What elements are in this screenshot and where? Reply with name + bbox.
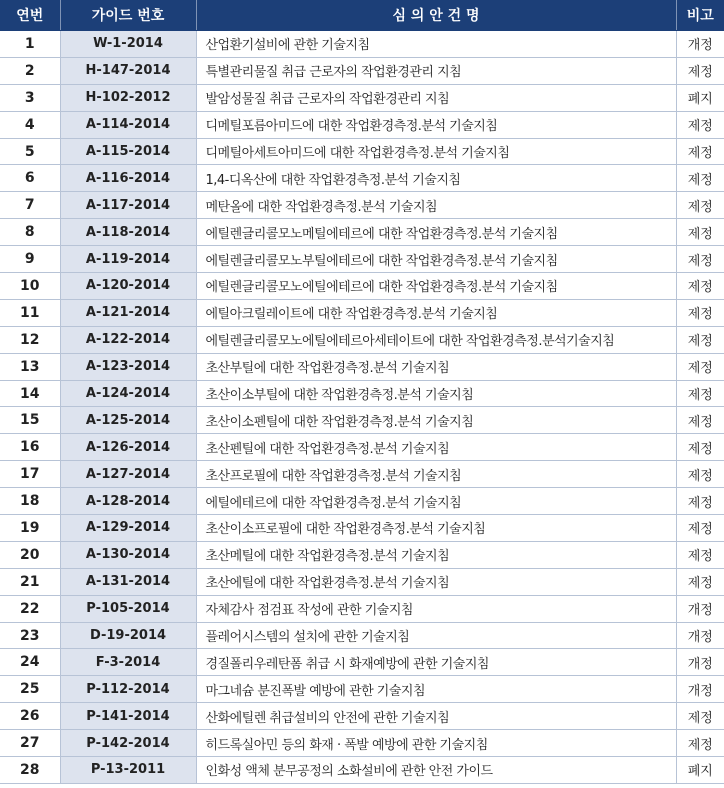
table-row bbox=[0, 568, 724, 595]
guide-title: 에틸에테르에 대한 작업환경측정.분석 기술지침 bbox=[196, 488, 676, 515]
table-row bbox=[0, 326, 724, 353]
note-status: 제정 bbox=[676, 165, 724, 192]
row-number: 11 bbox=[0, 299, 60, 326]
table-row bbox=[0, 595, 724, 622]
guide-number: A-118-2014 bbox=[60, 219, 196, 246]
guide-title: 디메틸포름아미드에 대한 작업환경측정.분석 기술지침 bbox=[196, 111, 676, 138]
note-status: 제정 bbox=[676, 515, 724, 542]
table-row bbox=[0, 353, 724, 380]
table-row bbox=[0, 541, 724, 568]
table-row bbox=[0, 676, 724, 703]
guide-number: A-125-2014 bbox=[60, 407, 196, 434]
row-number: 24 bbox=[0, 649, 60, 676]
note-status: 개정 bbox=[676, 649, 724, 676]
row-number: 6 bbox=[0, 165, 60, 192]
note-status: 제정 bbox=[676, 461, 724, 488]
guide-number: A-116-2014 bbox=[60, 165, 196, 192]
table-body bbox=[0, 31, 724, 784]
row-number: 2 bbox=[0, 57, 60, 84]
guide-number: A-115-2014 bbox=[60, 138, 196, 165]
guide-number: P-105-2014 bbox=[60, 595, 196, 622]
row-number: 20 bbox=[0, 541, 60, 568]
guide-number: W-1-2014 bbox=[60, 31, 196, 58]
row-number: 21 bbox=[0, 568, 60, 595]
guide-number: D-19-2014 bbox=[60, 622, 196, 649]
note-status: 제정 bbox=[676, 246, 724, 273]
table-row bbox=[0, 649, 724, 676]
header-row bbox=[0, 0, 724, 31]
row-number: 10 bbox=[0, 273, 60, 300]
table-row bbox=[0, 515, 724, 542]
note-status: 개정 bbox=[676, 622, 724, 649]
note-status: 제정 bbox=[676, 703, 724, 730]
table-row bbox=[0, 219, 724, 246]
row-number: 3 bbox=[0, 84, 60, 111]
guide-number: A-121-2014 bbox=[60, 299, 196, 326]
guide-number: A-131-2014 bbox=[60, 568, 196, 595]
table-row bbox=[0, 84, 724, 111]
table-row bbox=[0, 192, 724, 219]
note-status: 제정 bbox=[676, 57, 724, 84]
header-no: 연번 bbox=[0, 0, 60, 31]
guide-title: 에틸렌글리콜모노부틸에테르에 대한 작업환경측정.분석 기술지침 bbox=[196, 246, 676, 273]
note-status: 제정 bbox=[676, 568, 724, 595]
note-status: 개정 bbox=[676, 676, 724, 703]
guide-title: 에틸렌글리콜모노메틸에테르에 대한 작업환경측정.분석 기술지침 bbox=[196, 219, 676, 246]
row-number: 4 bbox=[0, 111, 60, 138]
guide-number: P-13-2011 bbox=[60, 757, 196, 784]
guide-title: 경질폴리우레탄폼 취급 시 화재예방에 관한 기술지침 bbox=[196, 649, 676, 676]
note-status: 제정 bbox=[676, 192, 724, 219]
row-number: 22 bbox=[0, 595, 60, 622]
table-header bbox=[0, 0, 724, 31]
guide-number: H-147-2014 bbox=[60, 57, 196, 84]
note-status: 제정 bbox=[676, 407, 724, 434]
note-status: 개정 bbox=[676, 595, 724, 622]
guide-number: P-141-2014 bbox=[60, 703, 196, 730]
note-status: 제정 bbox=[676, 488, 724, 515]
guide-number: P-142-2014 bbox=[60, 730, 196, 757]
table-row bbox=[0, 434, 724, 461]
row-number: 26 bbox=[0, 703, 60, 730]
row-number: 13 bbox=[0, 353, 60, 380]
table-row bbox=[0, 111, 724, 138]
row-number: 8 bbox=[0, 219, 60, 246]
note-status: 폐지 bbox=[676, 757, 724, 784]
guide-number: A-127-2014 bbox=[60, 461, 196, 488]
guide-title: 특별관리물질 취급 근로자의 작업환경관리 지침 bbox=[196, 57, 676, 84]
guide-number: A-117-2014 bbox=[60, 192, 196, 219]
table-row bbox=[0, 273, 724, 300]
guide-title: 산업환기설비에 관한 기술지침 bbox=[196, 31, 676, 58]
guide-number: A-126-2014 bbox=[60, 434, 196, 461]
guide-title: 초산이소펜틸에 대한 작업환경측정.분석 기술지침 bbox=[196, 407, 676, 434]
guide-number: H-102-2012 bbox=[60, 84, 196, 111]
guide-title: 초산이소부틸에 대한 작업환경측정.분석 기술지침 bbox=[196, 380, 676, 407]
note-status: 제정 bbox=[676, 299, 724, 326]
note-status: 제정 bbox=[676, 353, 724, 380]
guide-title: 발암성물질 취급 근로자의 작업환경관리 지침 bbox=[196, 84, 676, 111]
guide-title: 1,4-디옥산에 대한 작업환경측정.분석 기술지침 bbox=[196, 165, 676, 192]
guide-number: A-130-2014 bbox=[60, 541, 196, 568]
row-number: 25 bbox=[0, 676, 60, 703]
table-row bbox=[0, 246, 724, 273]
guide-title: 초산프로필에 대한 작업환경측정.분석 기술지침 bbox=[196, 461, 676, 488]
guide-title: 초산메틸에 대한 작업환경측정.분석 기술지침 bbox=[196, 541, 676, 568]
guide-number: A-129-2014 bbox=[60, 515, 196, 542]
table-row bbox=[0, 703, 724, 730]
note-status: 제정 bbox=[676, 273, 724, 300]
header-title: 심 의 안 건 명 bbox=[196, 0, 676, 31]
note-status: 제정 bbox=[676, 219, 724, 246]
table-row bbox=[0, 299, 724, 326]
guide-title: 마그네슘 분진폭발 예방에 관한 기술지침 bbox=[196, 676, 676, 703]
row-number: 14 bbox=[0, 380, 60, 407]
note-status: 개정 bbox=[676, 31, 724, 58]
table-row bbox=[0, 407, 724, 434]
guide-title: 인화성 액체 분무공정의 소화설비에 관한 안전 가이드 bbox=[196, 757, 676, 784]
row-number: 28 bbox=[0, 757, 60, 784]
guide-number: A-119-2014 bbox=[60, 246, 196, 273]
guide-title: 에틸아크릴레이트에 대한 작업환경측정.분석 기술지침 bbox=[196, 299, 676, 326]
row-number: 1 bbox=[0, 31, 60, 58]
header-code: 가이드 번호 bbox=[60, 0, 196, 31]
note-status: 제정 bbox=[676, 326, 724, 353]
table-row bbox=[0, 380, 724, 407]
row-number: 12 bbox=[0, 326, 60, 353]
table-row bbox=[0, 730, 724, 757]
guide-number: A-124-2014 bbox=[60, 380, 196, 407]
guide-title: 초산펜틸에 대한 작업환경측정.분석 기술지침 bbox=[196, 434, 676, 461]
table-row bbox=[0, 757, 724, 784]
guide-number: A-123-2014 bbox=[60, 353, 196, 380]
guide-title: 에틸렌글리콜모노에틸에테르아세테이트에 대한 작업환경측정.분석기술지침 bbox=[196, 326, 676, 353]
guide-title: 디메틸아세트아미드에 대한 작업환경측정.분석 기술지침 bbox=[196, 138, 676, 165]
guide-number: F-3-2014 bbox=[60, 649, 196, 676]
row-number: 18 bbox=[0, 488, 60, 515]
row-number: 7 bbox=[0, 192, 60, 219]
row-number: 9 bbox=[0, 246, 60, 273]
guide-number: A-128-2014 bbox=[60, 488, 196, 515]
table-row bbox=[0, 165, 724, 192]
note-status: 제정 bbox=[676, 138, 724, 165]
guide-number: A-114-2014 bbox=[60, 111, 196, 138]
note-status: 폐지 bbox=[676, 84, 724, 111]
row-number: 16 bbox=[0, 434, 60, 461]
note-status: 제정 bbox=[676, 380, 724, 407]
row-number: 19 bbox=[0, 515, 60, 542]
table-row bbox=[0, 488, 724, 515]
row-number: 5 bbox=[0, 138, 60, 165]
row-number: 27 bbox=[0, 730, 60, 757]
guide-title: 메탄올에 대한 작업환경측정.분석 기술지침 bbox=[196, 192, 676, 219]
row-number: 17 bbox=[0, 461, 60, 488]
guide-title: 플레어시스템의 설치에 관한 기술지침 bbox=[196, 622, 676, 649]
note-status: 제정 bbox=[676, 730, 724, 757]
guide-title: 자체감사 점검표 작성에 관한 기술지침 bbox=[196, 595, 676, 622]
guide-title: 에틸렌글리콜모노에틸에테르에 대한 작업환경측정.분석 기술지침 bbox=[196, 273, 676, 300]
table-row bbox=[0, 57, 724, 84]
guide-title: 산화에틸렌 취급설비의 안전에 관한 기술지침 bbox=[196, 703, 676, 730]
table-row bbox=[0, 461, 724, 488]
guide-number: P-112-2014 bbox=[60, 676, 196, 703]
guide-title: 초산이소프로필에 대한 작업환경측정.분석 기술지침 bbox=[196, 515, 676, 542]
table-row bbox=[0, 622, 724, 649]
guide-title: 히드록실아민 등의 화재 · 폭발 예방에 관한 기술지침 bbox=[196, 730, 676, 757]
table-row bbox=[0, 138, 724, 165]
guide-title: 초산부틸에 대한 작업환경측정.분석 기술지침 bbox=[196, 353, 676, 380]
guide-number: A-122-2014 bbox=[60, 326, 196, 353]
note-status: 제정 bbox=[676, 111, 724, 138]
row-number: 23 bbox=[0, 622, 60, 649]
note-status: 제정 bbox=[676, 434, 724, 461]
row-number: 15 bbox=[0, 407, 60, 434]
guide-number: A-120-2014 bbox=[60, 273, 196, 300]
note-status: 제정 bbox=[676, 541, 724, 568]
header-note: 비고 bbox=[676, 0, 724, 31]
guide-title: 초산에틸에 대한 작업환경측정.분석 기술지침 bbox=[196, 568, 676, 595]
table-row bbox=[0, 31, 724, 58]
